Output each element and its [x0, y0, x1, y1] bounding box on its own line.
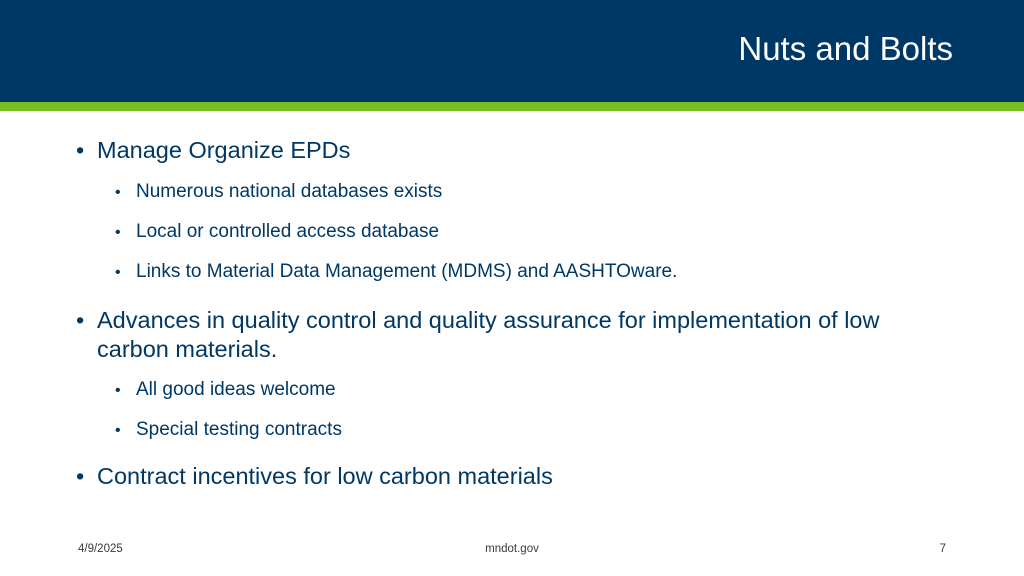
bullet-text: Contract incentives for low carbon materials — [97, 463, 553, 489]
bullet-icon: • — [115, 264, 121, 281]
bullet-text: Advances in quality control and quality assurance for implementation of low carbon materials. — [97, 307, 880, 362]
bullet-icon: • — [76, 463, 85, 489]
bullet-icon: • — [76, 137, 85, 163]
sub-bullet-text: Local or controlled access database — [136, 221, 440, 242]
bullet-icon: • — [115, 382, 121, 399]
sub-bullet-text: Links to Material Data Management (MDMS) and AASHTOware. — [136, 261, 678, 282]
sub-bullet-item — [115, 260, 946, 284]
bullet-item — [76, 462, 946, 491]
sub-bullet-text: All good ideas welcome — [136, 379, 336, 400]
footer-site: mndot.gov — [485, 543, 539, 555]
sub-bullet-item — [115, 220, 946, 244]
footer-date: 4/9/2025 — [78, 543, 123, 555]
sub-bullet-text: Special testing contracts — [136, 419, 342, 440]
bullet-item — [76, 306, 946, 364]
sub-bullet-text: Numerous national databases exists — [136, 181, 443, 202]
bullet-icon: • — [115, 184, 121, 201]
bullet-list — [76, 136, 946, 491]
accent-stripe — [0, 102, 1024, 111]
bullet-text: Manage Organize EPDs — [97, 137, 351, 163]
bullet-icon: • — [76, 307, 85, 333]
sub-bullet-item — [115, 378, 946, 402]
bullet-icon: • — [115, 422, 121, 439]
footer-page-number: 7 — [939, 543, 946, 555]
slide-title: Nuts and Bolts — [738, 30, 953, 67]
bullet-icon: • — [115, 224, 121, 241]
sub-bullet-item — [115, 418, 946, 442]
sub-bullet-item — [115, 180, 946, 204]
bullet-item — [76, 136, 946, 165]
